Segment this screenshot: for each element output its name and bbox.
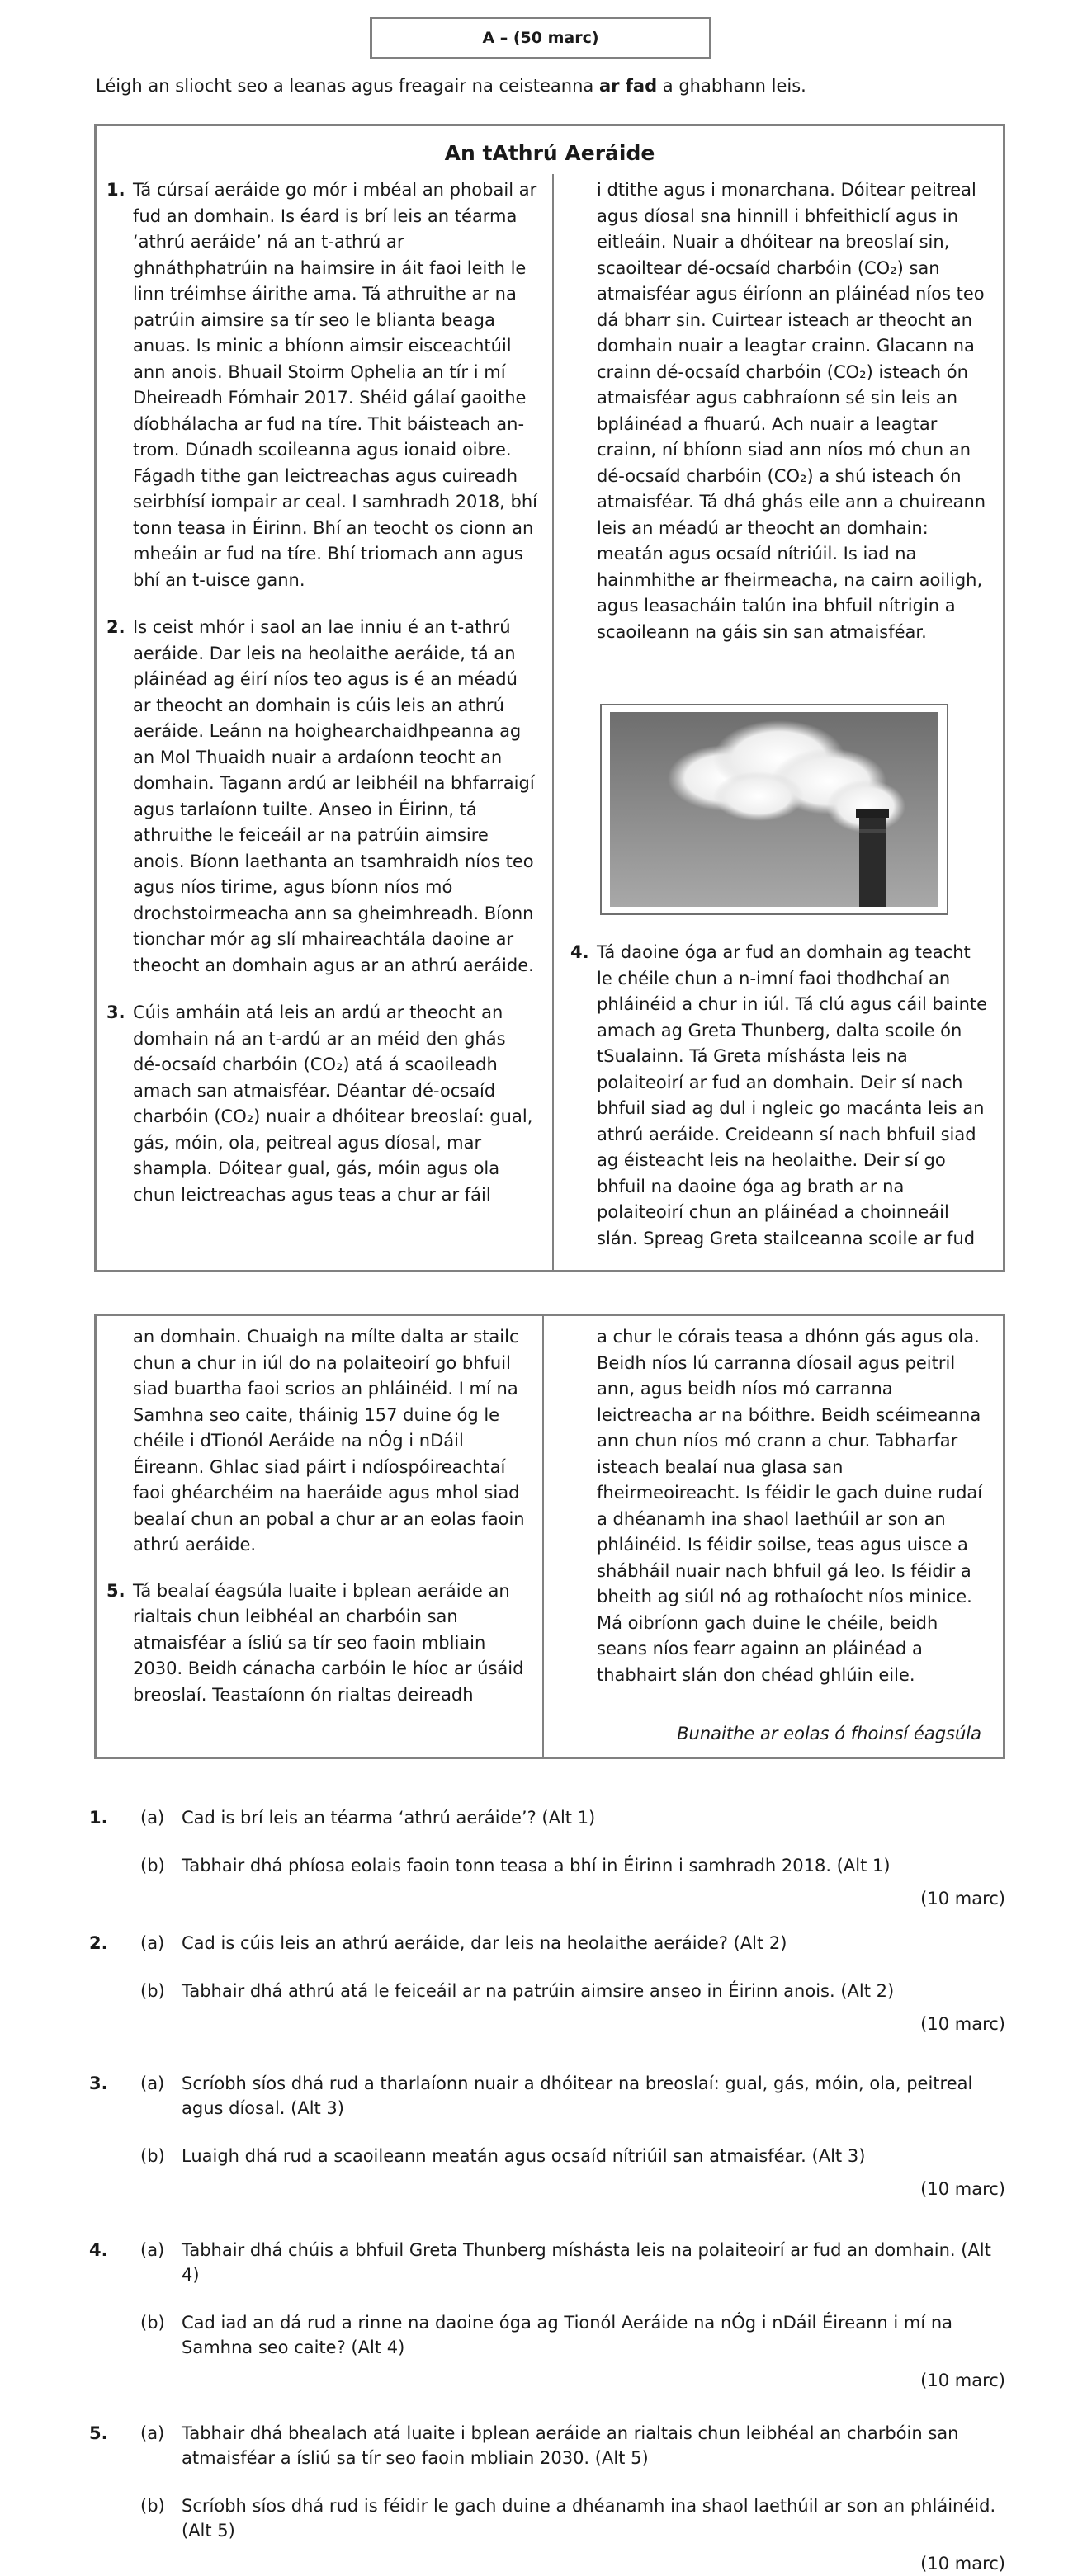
question-text: Tabhair dhá chúis a bhfuil Greta Thunberg míshásta leis na polaiteoirí ar fud an domhain. (Alt 4) [182,2240,991,2285]
question-text: Luaigh dhá rud a scaoileann meatán agus ocsaíd nítriúil san atmaisféar. (Alt 3) [182,2146,866,2166]
question-4 [89,2238,1005,2393]
passage-frame-top [94,124,1005,1272]
question-part-a [89,1805,1005,1830]
column-divider [552,174,554,1270]
paragraph-5 [106,1578,529,1709]
question-text: Scríobh síos dhá rud a tharlaíonn nuair a dhóitear na breoslaí: gual, gás, móin, ola, peitreal agus díosal. (Alt 3) [182,2074,973,2118]
part-label: (a) [140,1808,165,1828]
marks-label: (10 marc) [920,1889,1005,1908]
question-2 [89,1931,1005,2036]
paragraph-text: Is ceist mhór i saol an lae inniu é an t-athrú aeráide. Dar leis na heolaithe aeráide, tá an pláinéad ag éirí níos teo agus is é an méadú ar theocht an domhain is cúis leis an athrú aeráide. Leánn na hoighearchaidhpeanna ag an Mol Thuaidh nuair a ardaíonn teocht an domhain. Tagann ardú ar leibhéil na bhfarraigí agus tarlaíonn tuilte. Anseo in Éirinn, tá athruithe le feiceáil ar na patrúin aimsire anois. Bíonn laethanta an tsamhraidh níos teo agus níos tirime, agus bíonn níos mó drochstoirmeacha ann sa gheimhreadh. Bíonn tionchar mór ag slí mhaireachtála daoine ar theocht an domhain agus ar an athrú aeráide. [133,617,535,975]
passage-column-left [106,1324,529,1708]
passage-column-right [597,1324,991,1688]
question-number: 2. [89,1933,108,1953]
question-part-a [89,1931,1005,1956]
question-text: Scríobh síos dhá rud is féidir le gach duine a dhéanamh ina shaol laethúil ar son an phláinéid. (Alt 5) [182,2496,996,2541]
smokestack-photo [600,704,948,915]
question-text: Cad is cúis leis an athrú aeráide, dar leis na heolaithe aeráide? (Alt 2) [182,1933,787,1953]
paragraph-text: Tá bealaí éagsúla luaite i bplean aeráide an rialtais chun leibhéal an charbóin san atmaisféar a ísliú sa tír seo faoin mbliain 2030. Beidh cánacha carbóin le híoc ar úsáid breoslaí. Teastaíonn ón rialtas deireadh [133,1580,524,1705]
paragraph-number: 4. [570,942,589,962]
question-1 [89,1805,1005,1911]
marks-label: (10 marc) [920,2014,1005,2034]
question-part-b [89,1979,1005,2003]
section-label: A – (50 marc) [482,29,599,47]
instruction-bold: ar fad [598,76,658,96]
passage-title: An tAthrú Aeráide [444,141,655,165]
question-text: Tabhair dhá bhealach atá luaite i bplean aeráide an rialtais chun leibhéal an charbóin san atmaisféar a ísliú sa tír seo faoin mbliain 2030. (Alt 5) [182,2423,959,2468]
paragraph-4-column [570,940,991,1252]
paragraph-2 [106,615,539,979]
question-part-b [89,2493,1005,2543]
paragraph-number: 5. [106,1580,125,1601]
paragraph-4 [570,940,991,1252]
part-label: (a) [140,2240,165,2260]
question-number: 1. [89,1808,108,1828]
part-label: (b) [140,2496,165,2516]
instruction-pre: Léigh an sliocht seo a leanas agus freagair na ceisteanna [96,76,599,96]
part-label: (b) [140,1856,165,1875]
instruction-post: a ghabhann leis. [657,76,806,96]
section-header [370,17,711,59]
paragraph-number: 3. [106,1003,125,1022]
part-label: (b) [140,2313,165,2333]
column-divider [542,1316,544,1757]
paragraph-number: 2. [106,617,125,637]
part-label: (a) [140,1933,165,1953]
question-text: Tabhair dhá phíosa eolais faoin tonn teasa a bhí in Éirinn i samhradh 2018. (Alt 1) [182,1856,891,1875]
question-part-a [89,2071,1005,2121]
question-text: Tabhair dhá athrú atá le feiceáil ar na patrúin aimsire anseo in Éirinn anois. (Alt 2) [182,1981,895,2001]
paragraph-text: Tá daoine óga ar fud an domhain ag teacht le chéile chun a n-imní faoi thodhchaí an phláinéid a chur in iúl. Tá clú agus cáil bainte amach ag Greta Thunberg, dalta scoile ón tSualainn. Tá Greta míshásta leis na polaiteoirí ar fud an domhain. Deir sí nach bhfuil siad ag dul i ngleic go macánta leis an athrú aeráide. Creideann sí nach bhfuil siad ag éisteacht leis na heolaithe. Deir sí go bhfuil na daoine óga ag brath ar na polaiteoirí chun an pláinéad a choinneáil slán. Spreag Greta stailceanna scoile ar fud [597,942,988,1248]
paragraph-3-continued: i dtithe agus i monarchana. Dóitear peitreal agus díosal sna hinnill i bhfeithiclí agus in eitleáin. Nuair a dhóitear na breoslaí sin, scaoiltear dé-ocsaíd charbóin (CO₂) san atmaisféar agus éiríonn an pláinéad níos teo dá bharr sin. Cuirtear isteach ar theocht an domhain nuair a leagtar crainn. Glacann na crainn dé-ocsaíd charbóin (CO₂) isteach ón atmaisféar agus cabhraíonn sé sin leis an bpláinéad a fhuarú. Ach nuair a leagtar crainn, ní bhíonn siad ann níos mó chun an dé-ocsaíd charbóin (CO₂) a shú isteach ón atmaisféar. Tá dhá ghás eile ann a chuireann leis an méadú ar theocht an domhain: meatán agus ocsaíd nítriúil. Is iad na hainmhithe ar fheirmeacha, na cairn aoiligh, agus leasacháin talún ina bhfuil nítrigin a scaoileann na gáis sin san atmaisféar. [597,180,986,642]
question-part-b [89,2310,1005,2360]
paragraph-5-continued: a chur le córais teasa a dhónn gás agus ola. Beidh níos lú carranna díosail agus peitril ann, agus beidh níos mó carranna leictreacha ar na bóithre. Beidh scéimeanna ann chun níos mó crann a chur. Tabharfar isteach bealaí nua glasa san fheirmeoireacht. Is féidir le gach duine rudaí a dhéanamh ina shaol laethúil ar son an phláinéid. Is féidir soilse, teas agus uisce a shábháil nuair nach bhfuil gá leo. Is féidir a bheith ag siúl nó ag rothaíocht níos minice. Má oibríonn gach duine le chéile, beidh seans níos fearr againn an pláinéad a thabhairt slán don chéad ghlúin eile. [597,1327,983,1685]
question-text: Cad is brí leis an téarma ‘athrú aeráide’? (Alt 1) [182,1808,596,1828]
source-note: Bunaithe ar eolas ó fhoinsí éagsúla [677,1724,981,1743]
paragraph-4-continued: an domhain. Chuaigh na mílte dalta ar stailc chun a chur in iúl do na polaiteoirí go bhfuil siad buartha faoi scrios an phláinéid. I mí na Samhna seo caite, tháinig 157 duine óg le chéile i dTionól Aeráide na nÓg i nDáil Éireann. Ghlac siad páirt i ndíospóireachtaí faoi ghéarchéim na haeráide agus mhol siad bealaí chun an pobal a chur ar an eolas faoin athrú aeráide. [133,1327,525,1555]
question-part-a [89,2238,1005,2287]
paragraph-text: Tá cúrsaí aeráide go mór i mbéal an phobail ar fud an domhain. Is éard is brí leis an téarma ‘athrú aeráide’ ná an t-athrú ar ghnáthphatrúin na haimsire in áit faoi leith le linn tréimhse áirithe ama. Tá athruithe ar na patrúin aimsire sa tír seo le blianta beaga anuas. Is minic a bhíonn aimsir eisceachtúil ann anois. Bhuail Stoirm Ophelia an tír i mí Dheireadh Fómhair 2017. Shéid gálaí gaoithe díobhálacha ar fud na tíre. Thit báisteach an-trom. Dúnadh scoileanna agus ionaid oibre. Fágadh tithe gan leictreachas agus cuireadh seirbhísí iompair ar ceal. I samhradh 2018, bhí tonn teasa in Éirinn. Bhí an teocht os cionn an mheáin ar fud na tíre. Bhí triomach ann agus bhí an t-uisce gann. [133,180,537,590]
question-text: Cad iad an dá rud a rinne na daoine óga ag Tionól Aeráide na nÓg i nDáil Éireann i mí na Samhna seo caite? (Alt 4) [182,2313,953,2357]
question-part-b [89,1853,1005,1878]
passage-column-right [597,177,991,645]
question-5 [89,2421,1005,2576]
question-3 [89,2071,1005,2201]
part-label: (a) [140,2074,165,2093]
paragraph-3 [106,1000,539,1208]
part-label: (b) [140,2146,165,2166]
question-number: 4. [89,2240,108,2260]
part-label: (b) [140,1981,165,2001]
question-number: 3. [89,2074,108,2093]
paragraph-1 [106,177,539,593]
paragraph-text: Cúis amháin atá leis an ardú ar theocht an domhain ná an t-ardú ar an méid den ghás dé-ocsaíd charbóin (CO₂) atá á scaoileadh amach san atmaisféar. Déantar dé-ocsaíd charbóin (CO₂) nuair a dhóitear breoslaí: gual, gás, móin, ola, peitreal agus díosal, mar shampla. Dóitear gual, gás, móin agus ola chun leictreachas agus teas a chur ar fáil [133,1003,533,1205]
passage-column-left [106,177,539,1208]
marks-label: (10 marc) [920,2554,1005,2574]
paragraph-number: 1. [106,180,125,200]
question-part-b [89,2144,1005,2168]
marks-label: (10 marc) [920,2371,1005,2390]
question-number: 5. [89,2423,108,2443]
question-part-a [89,2421,1005,2470]
marks-label: (10 marc) [920,2179,1005,2199]
part-label: (a) [140,2423,165,2443]
instruction-text [96,74,1004,97]
passage-frame-bottom [94,1314,1005,1759]
